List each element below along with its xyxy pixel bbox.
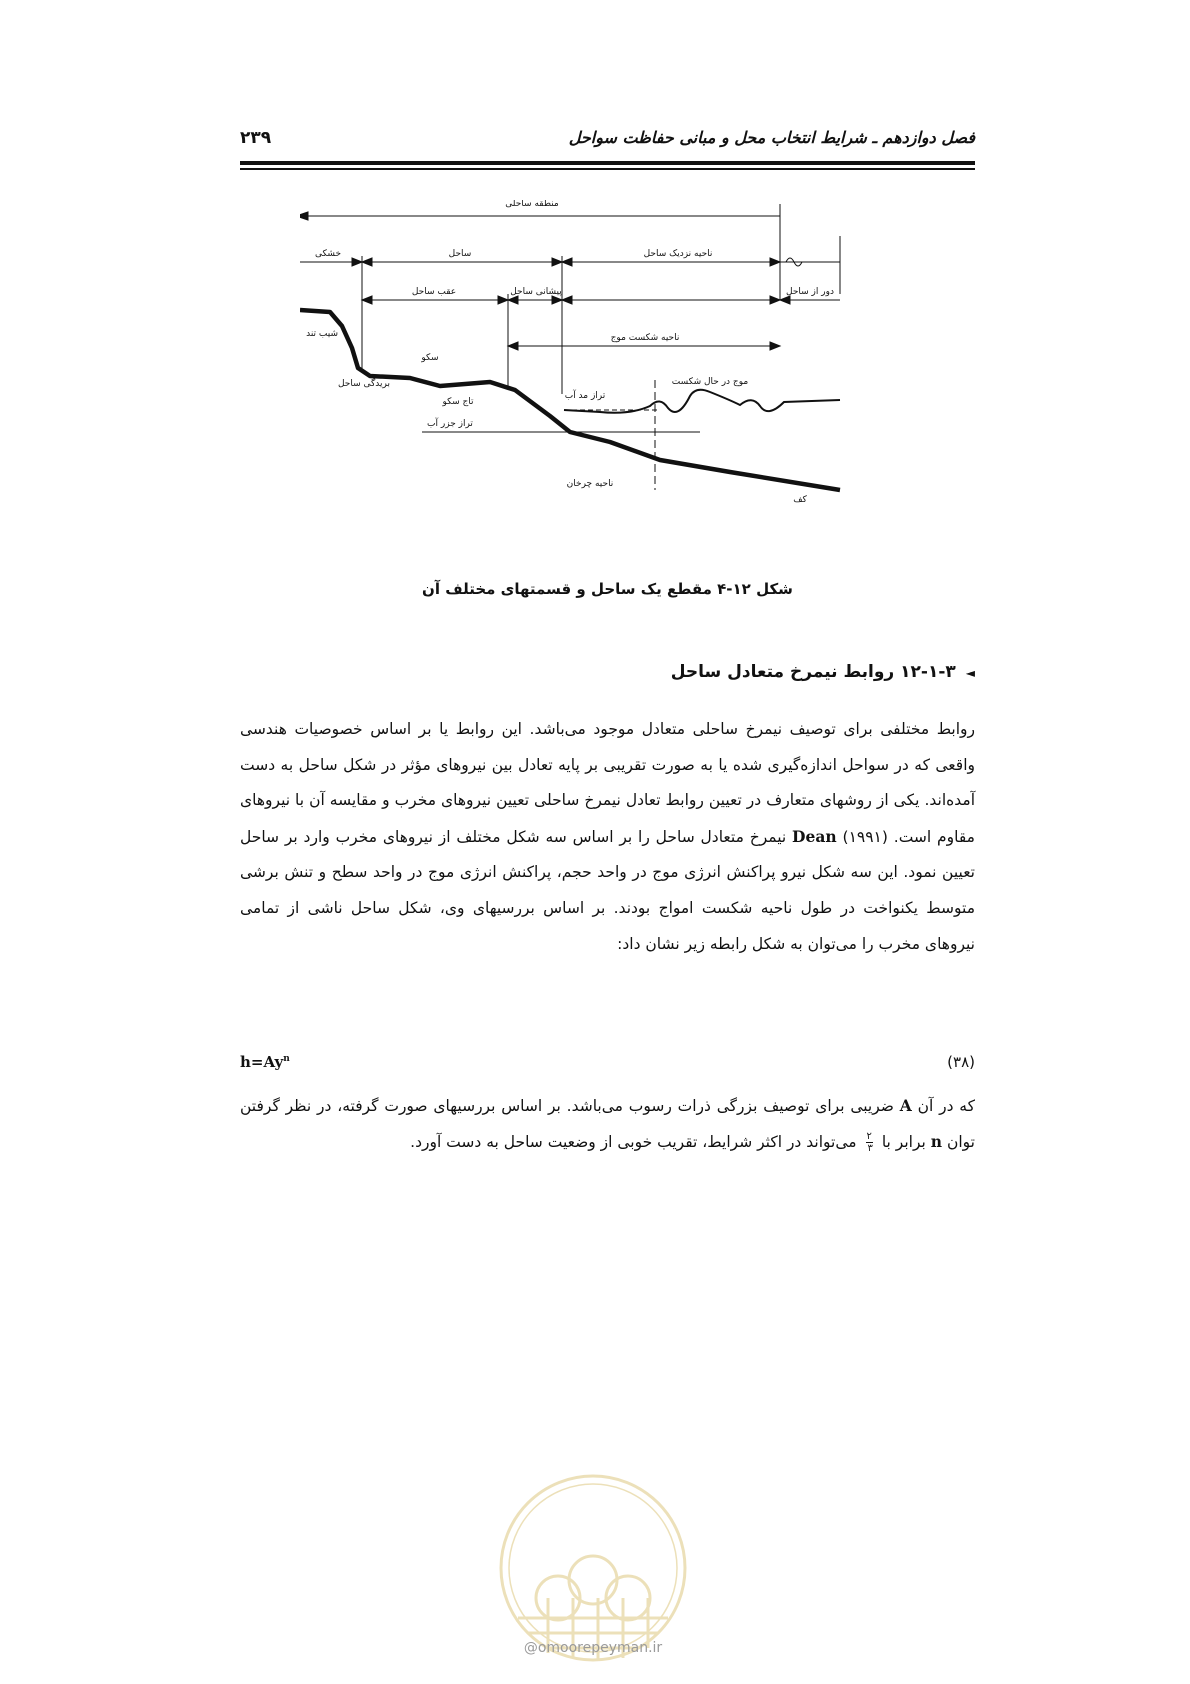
label-foreshore: پیشانی ساحل <box>510 287 562 297</box>
heading-bullet-icon: ◄ <box>965 666 975 680</box>
label-breaking-wave: موج در حال شکست <box>671 377 749 387</box>
para2-text-c: برابر با <box>881 1133 926 1151</box>
label-berm: سکو <box>421 353 439 363</box>
equation-base: h=Ay <box>240 1053 284 1071</box>
para2-text-b: ضریبی برای توصیف بزرگی ذرات رسوب می‌باشد. بر اساس بررسیهای صورت گرفته، در نظر گرفتن توان <box>240 1097 975 1151</box>
fraction-two-thirds <box>866 1131 873 1154</box>
heading-text: ۱۲-۱-۳ روابط نیمرخ متعادل ساحل <box>670 662 956 682</box>
label-steep-slope: شیب تند <box>306 329 338 339</box>
label-coastal-zone: منطقه ساحلی <box>505 200 559 209</box>
header-rule-thick <box>240 161 975 165</box>
symbol-A: A <box>899 1096 912 1115</box>
body-paragraph-1 <box>240 712 975 962</box>
label-breaker-zone: ناحیه شکست موج <box>610 333 680 343</box>
header-rule-thin <box>240 168 975 170</box>
fraction-numerator: ۲ <box>866 1131 872 1142</box>
chapter-title: فصل دوازدهم ـ شرایط انتخاب محل و مبانی حفاظت سواحل <box>568 128 975 147</box>
label-scarp: بریدگی ساحل <box>337 379 390 389</box>
body-paragraph-2 <box>240 1088 975 1160</box>
author-name-dean: Dean <box>792 826 837 846</box>
label-shore: ساحل <box>448 249 472 259</box>
beach-profile-figure <box>300 200 920 560</box>
symbol-n: n <box>930 1132 943 1151</box>
equation-row <box>240 1053 975 1079</box>
section-heading <box>671 662 975 682</box>
watermark-emblem-icon <box>488 1468 698 1668</box>
para2-text-d: می‌تواند در اکثر شرایط، تقریب خوبی از وضعیت ساحل به دست آورد. <box>410 1133 857 1151</box>
equation <box>240 1053 290 1071</box>
para1-text-b: (۱۹۹۱) نیمرخ متعادل ساحل را بر اساس سه شکل مختلف از نیروهای مخرب وارد بر ساحل تعیین نمود. این سه شکل نیرو پراکنش انرژی موج در واحد حجم، پراکنش انرژی موج در واحد سطح و تنش برشی متوسط یکنواخت در طول ناحیه شکست امواج بودند. بر اساس بررسیهای وی، شکل ساحل ناشی از تمامی نیروهای مخرب را می‌توان به شکل رابطه زیر نشان داد: <box>240 827 975 953</box>
equation-number: (۳۸) <box>947 1053 975 1071</box>
equation-exponent: n <box>283 1054 290 1064</box>
para1-text-a: روابط مختلفی برای توصیف نیمرخ ساحلی متعادل موجود می‌باشد. این روابط یا بر اساس خصوصیات هندسی واقعی که در سواحل اندازه‌گیری شده یا به صورت تقریبی بر پایه تعادل بین نیروهای مؤثر در شکل ساحل به دست آمده‌اند. یکی از روشهای متعارف در تعیین روابط تعادل نیمرخ ساحلی تعیین نیروهای مخرب و مقایسه آن با نیروهای مقاوم است. <box>240 720 975 846</box>
figure-caption: شکل ۱۲-۴ مقطع یک ساحل و قسمتهای مختلف آن <box>422 580 793 598</box>
para2-text-a: که در آن <box>917 1097 975 1115</box>
label-swash-zone: ناحیه چرخان <box>566 479 614 489</box>
label-high-water: تراز مد آب <box>564 391 606 401</box>
label-backshore: عقب ساحل <box>411 287 457 297</box>
beach-profile-diagram <box>300 200 920 560</box>
label-offshore: دور از ساحل <box>786 287 834 297</box>
label-land: خشکی <box>314 249 342 259</box>
fraction-denominator: ۳ <box>867 1143 873 1154</box>
label-bottom: کف <box>793 495 807 505</box>
page-number: ۲۳۹ <box>240 128 272 148</box>
page-header <box>240 128 975 156</box>
label-nearshore: ناحیه نزدیک ساحل <box>643 249 713 259</box>
label-low-water: تراز جزر آب <box>427 419 473 429</box>
label-berm-crest: تاج سکو <box>442 397 474 407</box>
watermark-url: @omoorepeyman.ir <box>523 1640 663 1656</box>
